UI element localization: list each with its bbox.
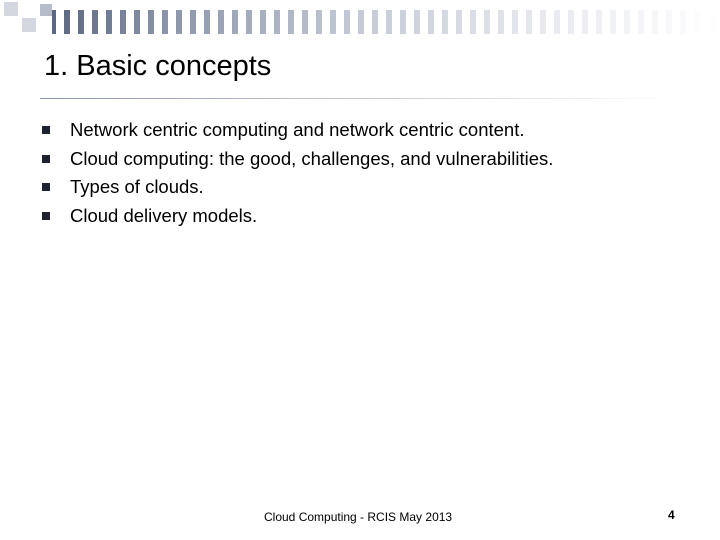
banner-square [532,10,540,34]
slide-footer: Cloud Computing - RCIS May 2013 [264,510,453,524]
banner-square [406,10,414,34]
banner-square [126,10,134,34]
banner-square [182,10,190,34]
banner-square [154,10,162,34]
banner-square [4,2,18,16]
banner-square [308,10,316,34]
slide-title: 1. Basic concepts [44,50,272,82]
banner-square [630,10,638,34]
banner-square [644,10,652,34]
banner-square [658,10,666,34]
bullet-text: Types of clouds. [70,176,204,198]
banner-square [336,10,344,34]
banner-square [266,10,274,34]
banner-square [378,10,386,34]
banner-square [672,10,680,34]
bullet-item [42,173,553,202]
banner-square [462,10,470,34]
banner-square [448,10,456,34]
banner-square [84,10,92,34]
banner-square [560,10,568,34]
bullet-item [42,145,553,174]
bullet-item [42,116,553,145]
banner-square [546,10,554,34]
banner-square [322,10,330,34]
banner-square [350,10,358,34]
banner-square [210,10,218,34]
banner-square [224,10,232,34]
banner-square [364,10,372,34]
banner-square [252,10,260,34]
banner-square [434,10,442,34]
title-divider [40,98,680,99]
square-bullet-icon [42,212,50,220]
page-number: 4 [668,508,675,522]
banner-square [280,10,288,34]
bullet-item [42,202,553,231]
banner-square [112,10,120,34]
banner-square [504,10,512,34]
header-banner [0,0,720,40]
banner-square [518,10,526,34]
banner-square [602,10,610,34]
banner-square [574,10,582,34]
banner-square [476,10,484,34]
banner-square [56,10,64,34]
banner-square [70,10,78,34]
banner-square [294,10,302,34]
banner-square [588,10,596,34]
bullet-list [42,116,553,230]
banner-square [196,10,204,34]
banner-square [616,10,624,34]
square-bullet-icon [42,155,50,163]
banner-square [168,10,176,34]
banner-square [392,10,400,34]
banner-square [420,10,428,34]
banner-square [98,10,106,34]
bullet-text: Cloud computing: the good, challenges, and vulnerabilities. [70,147,554,169]
square-bullet-icon [42,183,50,191]
banner-square [140,10,148,34]
square-bullet-icon [42,126,50,134]
banner-square [40,4,52,16]
banner-square [490,10,498,34]
banner-square [238,10,246,34]
banner-square [22,18,36,32]
bullet-text: Cloud delivery models. [70,205,258,227]
banner-square [700,10,708,34]
bullet-text: Network centric computing and network centric content. [70,119,525,141]
banner-square [686,10,694,34]
